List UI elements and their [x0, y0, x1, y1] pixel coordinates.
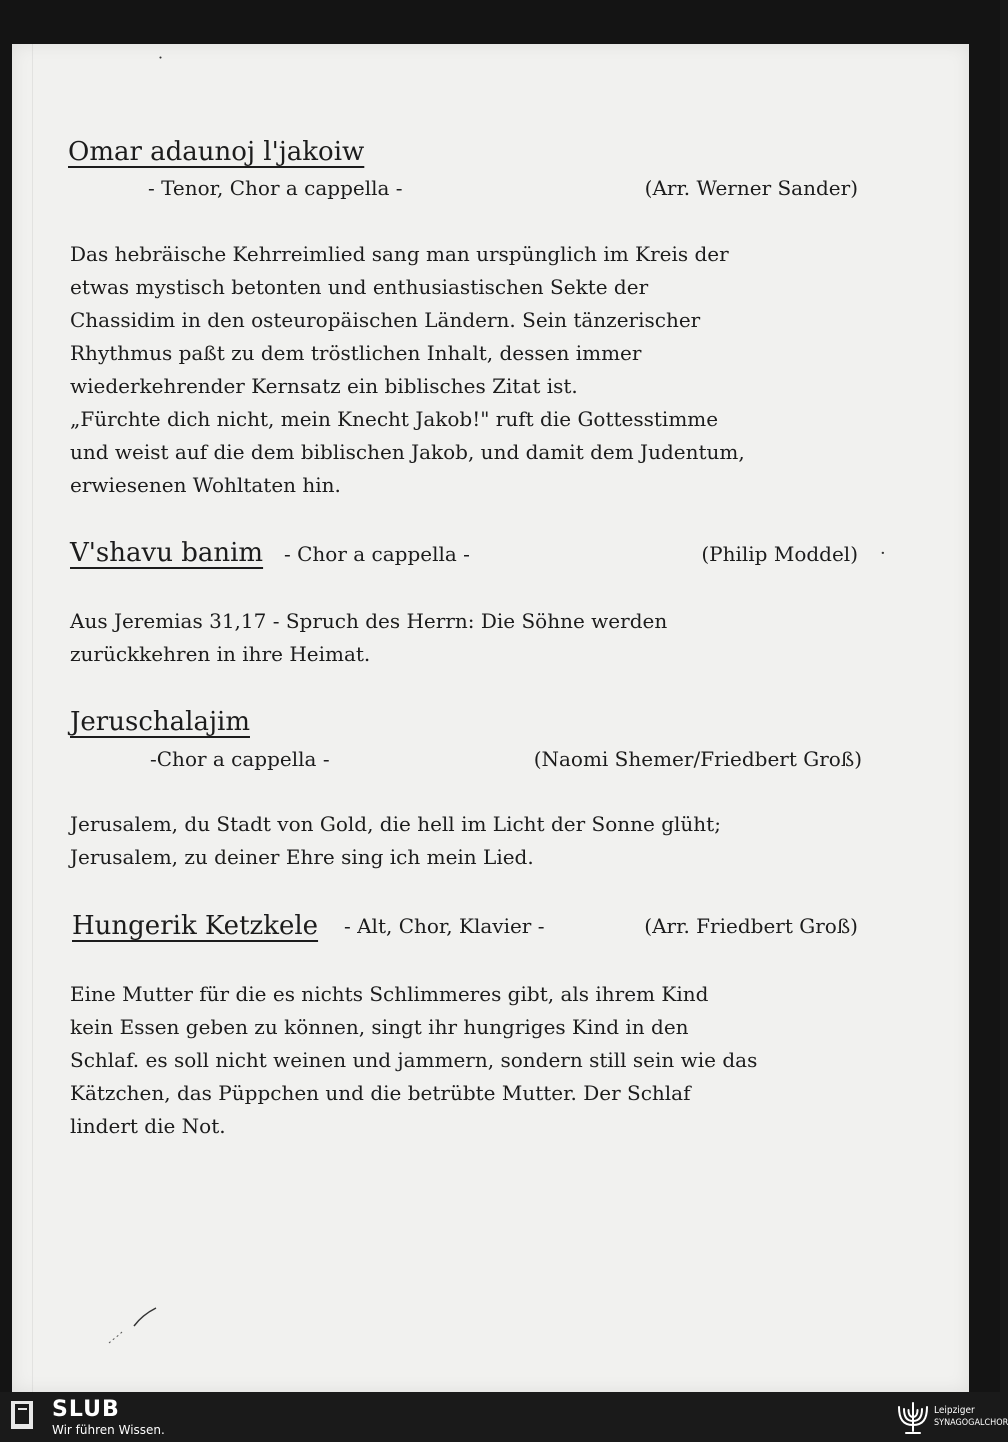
section-text-vshavu [70, 605, 870, 671]
slub-book-icon [10, 1400, 34, 1430]
text-line: und weist auf die dem biblischen Jakob, und damit dem Judentum, [70, 440, 745, 464]
section-text-omar [70, 238, 870, 502]
text-line: Eine Mutter für die es nichts Schlimmeres gibt, als ihrem Kind [70, 982, 709, 1006]
pencil-mark [100, 1300, 170, 1350]
section-credit-vshavu: (Philip Moddel) [701, 542, 858, 566]
text-line: zurückkehren in ihre Heimat. [70, 642, 371, 666]
section-credit-omar: (Arr. Werner Sander) [644, 176, 858, 200]
text-line: wiederkehrender Kernsatz ein biblisches Zitat ist. [70, 374, 578, 398]
text-line: Aus Jeremias 31,17 - Spruch des Herrn: Die Söhne werden [70, 609, 668, 633]
section-voices-hungerik: - Alt, Chor, Klavier - [344, 914, 545, 938]
section-voices-omar: - Tenor, Chor a cappella - [148, 176, 403, 200]
text-line: Jerusalem, zu deiner Ehre sing ich mein Lied. [70, 845, 534, 869]
section-credit-hungerik: (Arr. Friedbert Groß) [644, 914, 858, 938]
section-title-omar: Omar adaunoj l'jakoiw [68, 137, 365, 167]
text-line: lindert die Not. [70, 1114, 226, 1138]
text-line: Das hebräische Kehrreimlied sang man urspünglich im Kreis der [70, 242, 729, 266]
text-line: etwas mystisch betonten und enthusiastischen Sekte der [70, 275, 649, 299]
section-voices-vshavu: - Chor a cappella - [284, 542, 470, 566]
text-line: erwiesenen Wohltaten hin. [70, 473, 341, 497]
text-line: Kätzchen, das Püppchen und die betrübte Mutter. Der Schlaf [70, 1081, 691, 1105]
scan-speck: ˙ [156, 54, 165, 75]
section-title-vshavu: V'shavu banim [70, 538, 264, 568]
section-title-hungerik: Hungerik Ketzkele [72, 911, 319, 941]
text-line: Schlaf. es soll nicht weinen und jammern, sondern still sein wie das [70, 1048, 758, 1072]
text-line: Jerusalem, du Stadt von Gold, die hell im Licht der Sonne glüht; [70, 812, 721, 836]
synagogalchor-logo-text [934, 1405, 1008, 1429]
section-title-jeruschalajim: Jeruschalajim [70, 707, 250, 737]
text-line: kein Essen geben zu können, singt ihr hungriges Kind in den [70, 1015, 689, 1039]
menorah-icon [893, 1397, 933, 1437]
partner-line-1: Leipziger [934, 1405, 975, 1416]
footer-bar [0, 1392, 1008, 1442]
slub-brand: SLUB [52, 1397, 120, 1422]
section-text-hungerik [70, 978, 870, 1143]
text-line: Rhythmus paßt zu dem tröstlichen Inhalt, dessen immer [70, 341, 642, 365]
slub-tagline: Wir führen Wissen. [52, 1423, 165, 1437]
text-line: „Fürchte dich nicht, mein Knecht Jakob!" ruft die Gottesstimme [70, 407, 719, 431]
section-text-jeruschalajim [70, 808, 870, 874]
text-line: Chassidim in den osteuropäischen Ländern. Sein tänzerischer [70, 308, 701, 332]
scan-speck: · [880, 543, 886, 564]
section-credit-jeruschalajim: (Naomi Shemer/Friedbert Groß) [533, 747, 862, 771]
section-voices-jeruschalajim: -Chor a cappella - [150, 747, 330, 771]
partner-line-2: SYNAGOGALCHOR [934, 1418, 1008, 1428]
